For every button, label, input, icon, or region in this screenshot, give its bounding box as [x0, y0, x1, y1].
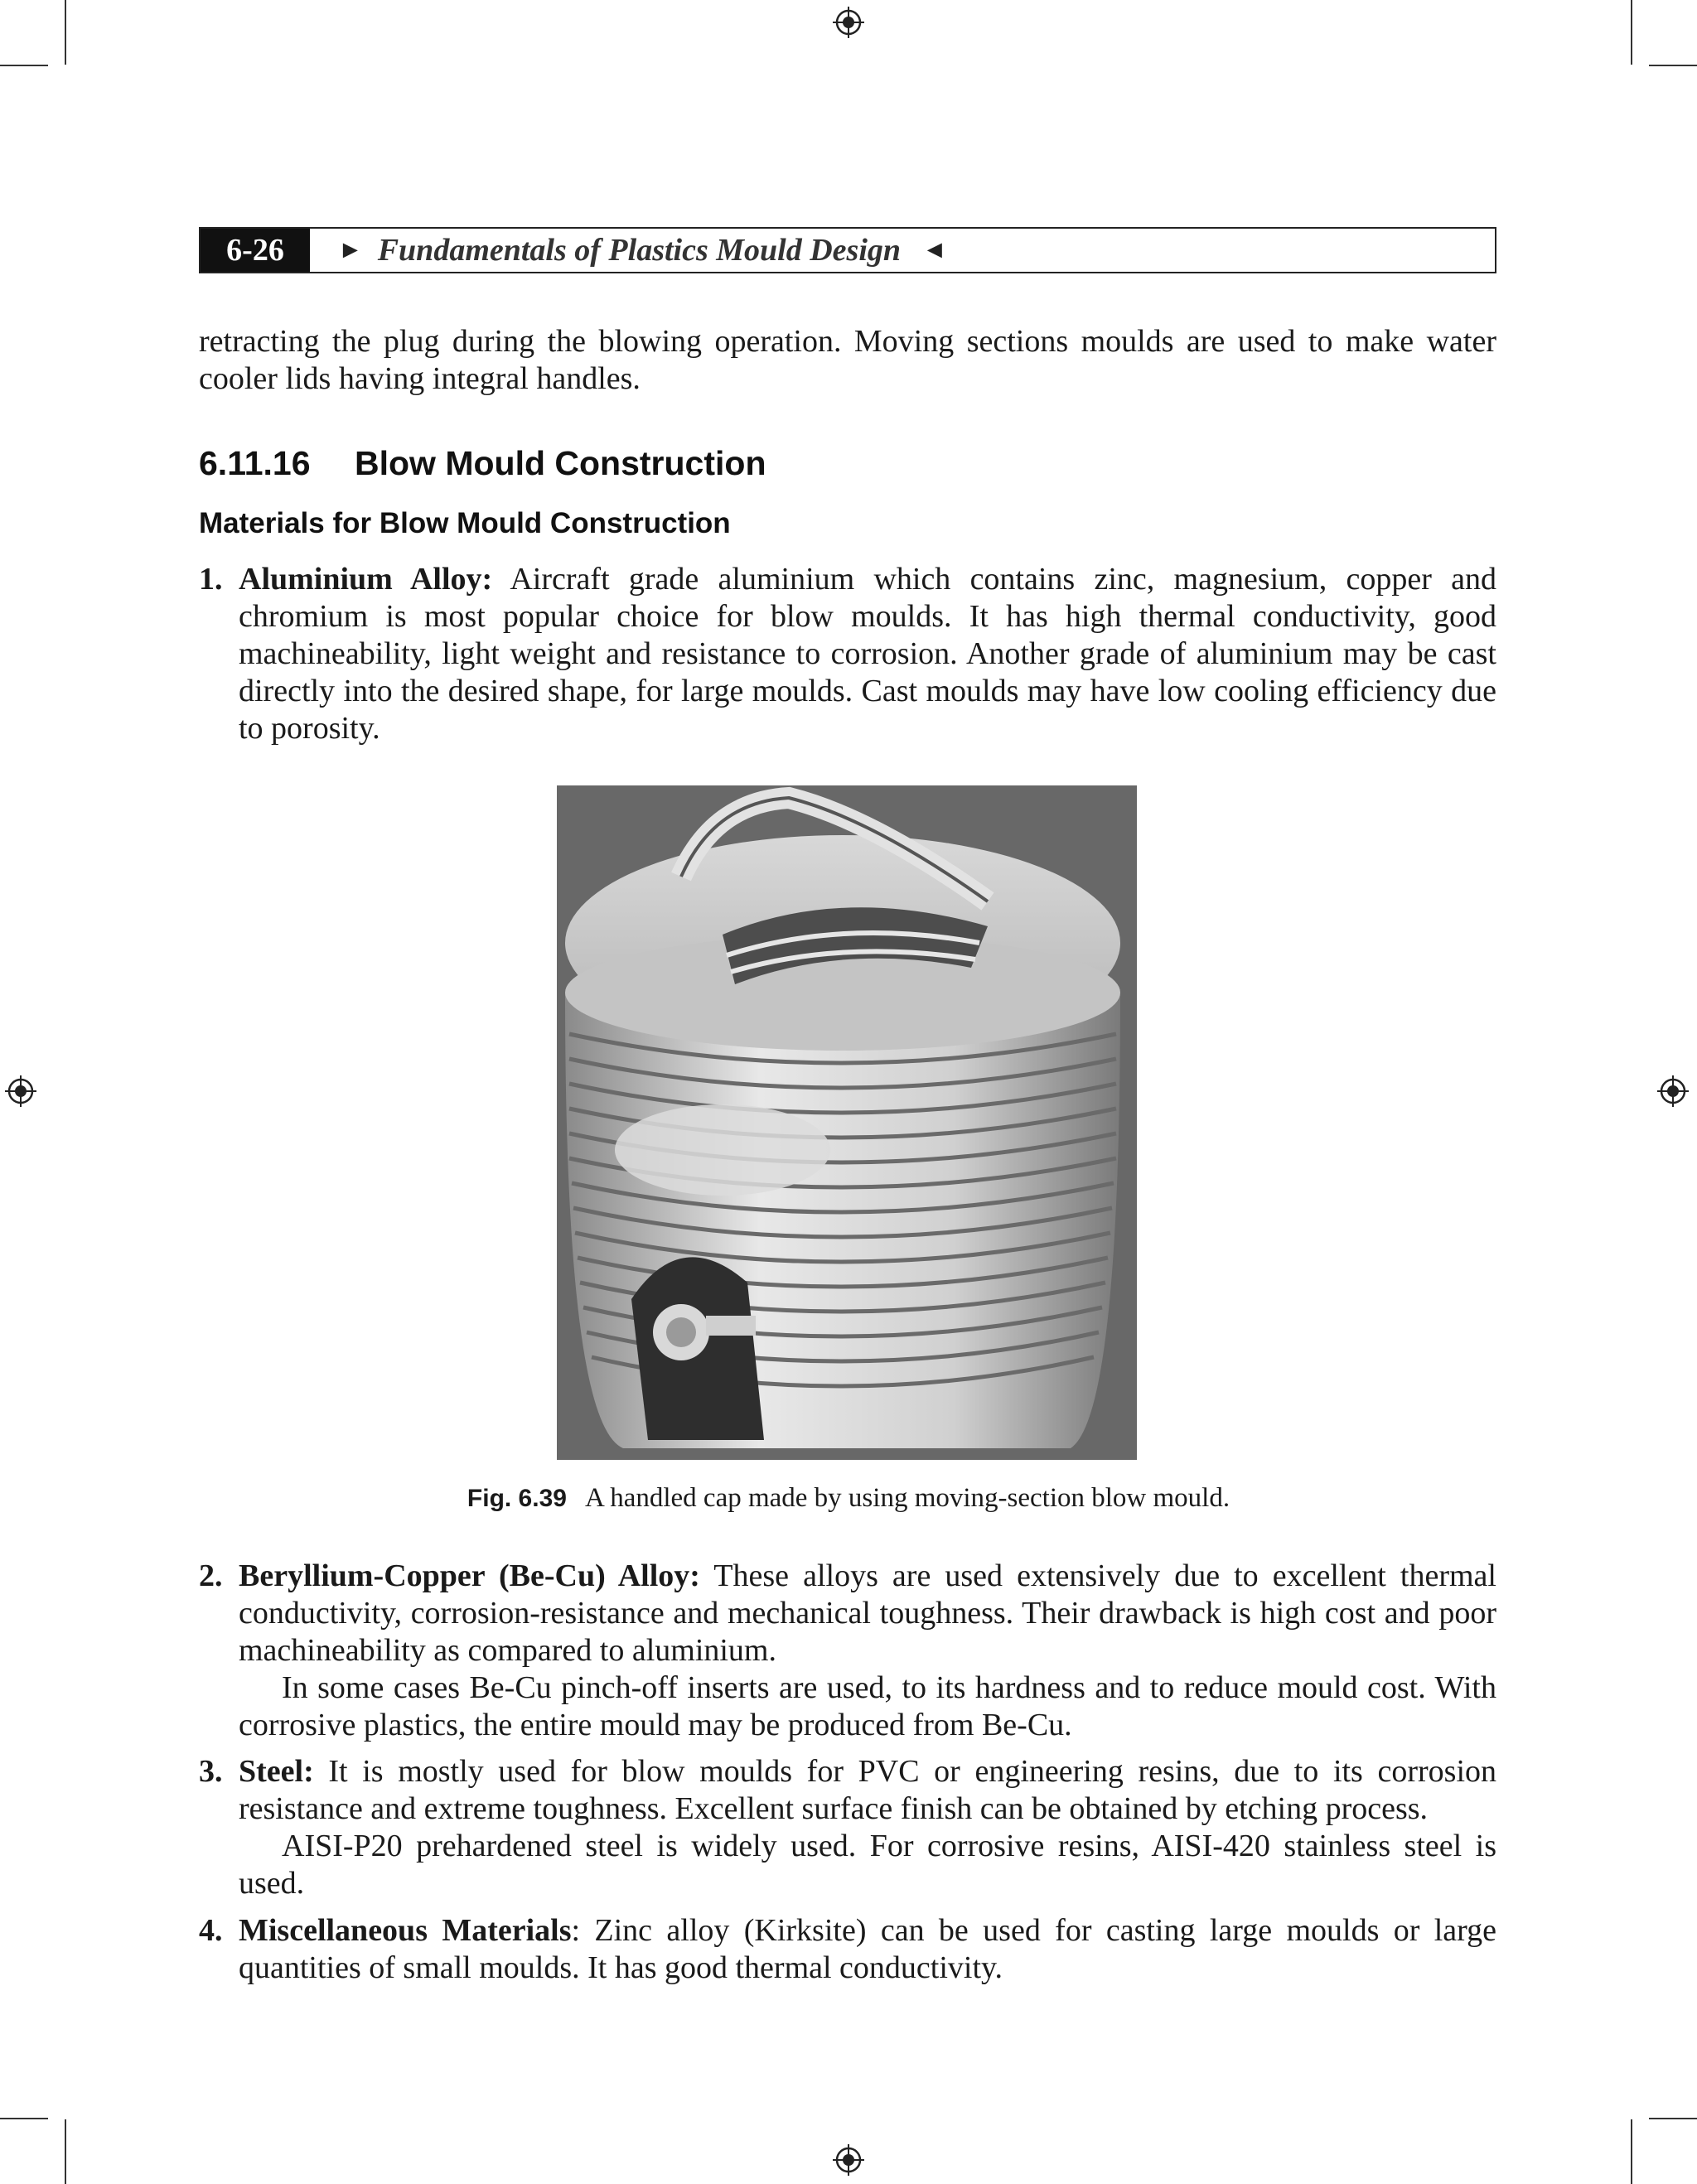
- crop-mark-bottom-right-v: [1631, 2119, 1632, 2184]
- book-title: Fundamentals of Plastics Mould Design: [377, 233, 902, 268]
- crop-mark-bottom-left-h: [0, 2118, 48, 2119]
- list-item-body: Aircraft grade aluminium which contains zinc, magnesium, copper and chromium is most popular choice for blow moulds. It has high thermal conductivity, good machineability, light weight and resistance to corrosion. Another grade of aluminium may be cast directly into the desired shape, for large moulds. Cast moulds may have low cooling efficiency due to porosity.: [239, 562, 1496, 746]
- list-item-text: [239, 1912, 1496, 1987]
- crop-mark-bottom-right-h: [1649, 2118, 1697, 2119]
- list-item-extra: AISI-P20 prehardened steel is widely used. For corrosive resins, AISI-420 stainless steel is used.: [239, 1829, 1496, 1901]
- list-item-body: These alloys are used extensively due to excellent thermal conductivity, corrosion-resistance and mechanical toughness. Their drawback is high cost and poor machineability as compared to aluminium.: [239, 1558, 1496, 1668]
- figure-caption: [0, 1483, 1697, 1514]
- section-heading: [199, 444, 766, 483]
- left-arrow-icon: ◄: [922, 236, 947, 263]
- section-title: Blow Mould Construction: [355, 444, 766, 482]
- registration-mark-bottom-icon: [833, 2144, 864, 2176]
- list-item-term: Miscellaneous Materials: [239, 1913, 572, 1948]
- list-marker: 2.: [199, 1558, 223, 1593]
- list-item: [199, 1753, 1496, 1902]
- list-item-body: It is mostly used for blow moulds for PVC or engineering resins, due to its corrosion resistance and extreme toughness. Excellent surface finish can be obtained by etching process.: [239, 1754, 1496, 1826]
- list-marker: 3.: [199, 1754, 223, 1789]
- registration-mark-top-icon: [833, 7, 864, 38]
- list-item-text: [239, 561, 1496, 747]
- list-item: [199, 1558, 1496, 1744]
- crop-mark-bottom-left-v: [65, 2119, 66, 2184]
- list-marker: 1.: [199, 562, 223, 597]
- water-cooler-photo: [557, 785, 1137, 1460]
- crop-mark-top-left-h: [0, 65, 48, 66]
- list-item: [199, 1912, 1496, 1987]
- intro-block: [199, 323, 1496, 398]
- right-arrow-icon: ►: [338, 236, 363, 263]
- list-item-text: [239, 1753, 1496, 1828]
- list-item-body: : Zinc alloy (Kirksite) can be used for casting large moulds or large quantities of small moulds. It has good thermal conductivity.: [239, 1913, 1496, 1985]
- list-item-term: Aluminium Alloy:: [239, 562, 493, 597]
- list-marker: 4.: [199, 1913, 223, 1948]
- list-item-term: Beryllium-Copper (Be-Cu) Alloy:: [239, 1558, 700, 1593]
- registration-mark-right-icon: [1657, 1075, 1689, 1107]
- figure-label: Fig. 6.39: [467, 1485, 567, 1512]
- crop-mark-top-right-h: [1649, 65, 1697, 66]
- list-item-extra: In some cases Be-Cu pinch-off inserts are used, to its hardness and to reduce mould cost. With corrosive plastics, the entire mould may be produced from Be-Cu.: [239, 1670, 1496, 1742]
- running-header: [199, 227, 1496, 273]
- section-number: 6.11.16: [199, 444, 311, 482]
- registration-mark-left-icon: [5, 1075, 36, 1107]
- list-item: [199, 561, 1496, 747]
- list-item-text: [239, 1558, 1496, 1669]
- figure-caption-text: A handled cap made by using moving-section blow mould.: [584, 1483, 1230, 1513]
- sub-heading: Materials for Blow Mould Construction: [199, 507, 731, 539]
- crop-mark-top-left-v: [65, 0, 66, 65]
- intro-paragraph: retracting the plug during the blowing operation. Moving sections moulds are used to make water cooler lids having integral handles.: [199, 324, 1496, 396]
- crop-mark-top-right-v: [1631, 0, 1632, 65]
- list-item-term: Steel:: [239, 1754, 314, 1789]
- page-number: 6-26: [201, 229, 310, 272]
